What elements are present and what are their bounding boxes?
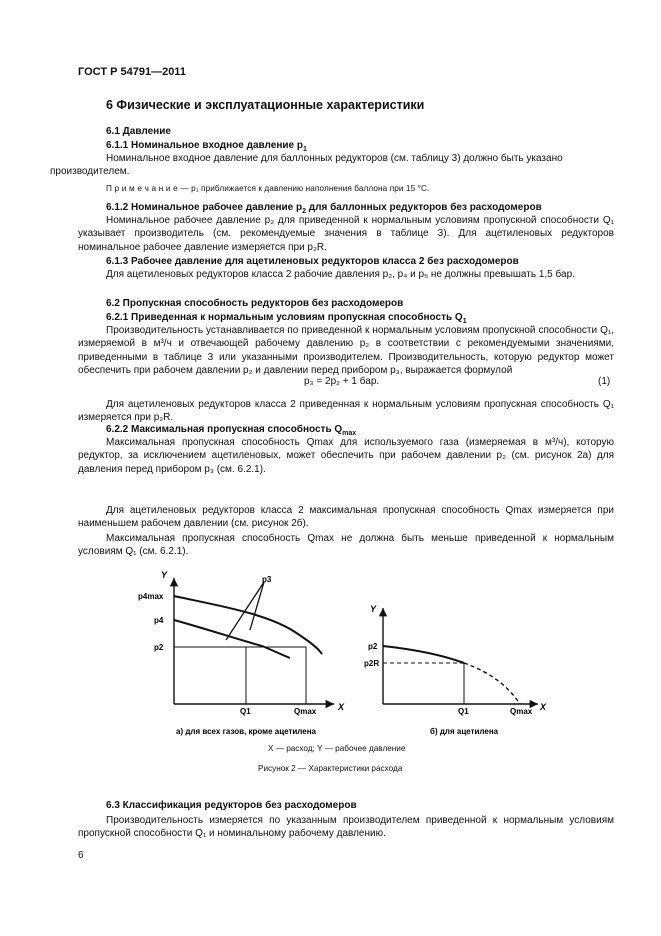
left-p3-leader-1: [250, 582, 264, 630]
formula-number: (1): [598, 376, 611, 387]
chart-left: [138, 570, 345, 736]
figure-title: Рисунок 2 — Характеристики расхода: [258, 764, 403, 773]
right-y-label: Y: [370, 604, 377, 614]
paragraph-6-2-1: Производительность устанавливается по приведенной к нормальным условиям пропускной способности Q₁, измеряемой в м³/ч и отвечающей рабочему давлению p₂ в соответствии с рекомендуемыми значениями, приведенными в таблице 3 или указанными производителем. Производительность, которую редуктор может обеспечить при рабочем давлении p₂ и давлении перед прибором p₃, выражается формулой: [78, 325, 614, 376]
paragraph-6-2-1-b: Для ацетиленовых редукторов класса 2 приведенная к нормальным условиям пропускная способность Q₁ измеряется при p₂R.: [78, 399, 614, 424]
formula: p₃ = 2p₂ + 1 бар.: [304, 376, 380, 387]
heading-6-3: 6.3 Классификация редукторов без расходомеров: [106, 800, 357, 811]
right-p2-label: p2: [368, 642, 378, 651]
page-header: ГОСТ Р 54791—2011: [78, 66, 186, 78]
left-x-label: X: [338, 702, 345, 712]
left-q1-label: Q1: [240, 707, 251, 716]
right-curve-dashed: [464, 663, 520, 704]
left-p3-label: p3: [262, 575, 272, 584]
figure-legend: X — расход; Y — рабочее давление: [268, 744, 406, 753]
paragraph-6-3: Производительность измеряется по указанным производителем приведенной к нормальным условиям пропускной способности Q₁ и номинальному рабочему давлению.: [78, 815, 614, 840]
paragraph-6-1-2: Номинальное рабочее давление p₂ для приведенной к нормальным условиям пропускной способности Q₁ указывает производитель (см. рекомендуемые значения в таблице 3). Для ацетиленовых редукторов номинальное рабочее давление измеряется при p₂R.: [78, 215, 614, 253]
heading-6-1-1: 6.1.1 Номинальное входное давление $p_1$: [106, 140, 307, 153]
right-qmax-label: Qmax: [510, 707, 533, 716]
right-x-label: X: [540, 702, 547, 712]
paragraph-6-2-2-a: Максимальная пропускная способность Qmax для используемого газа (измеряемая в м³/ч), которую редуктор, за исключением ацетиленовых, может обеспечить при рабочем давлении p₂ (см. рисунок 2а) для давления перед прибором p₃ (см. 6.2.1).: [78, 437, 614, 475]
left-p3-leader-2: [226, 582, 264, 640]
section-title: 6 Физические и эксплуатационные характеристики: [106, 98, 425, 112]
heading-6-1-3: 6.1.3 Рабочее давление для ацетиленовых редукторов класса 2 без расходомеров: [106, 256, 519, 267]
right-p2r-label: p2R: [364, 659, 380, 668]
left-curve-p2: [174, 620, 290, 658]
heading-6-2-1: 6.2.1 Приведенная к нормальным условиям пропускная способность $Q_1$: [106, 312, 467, 325]
right-curve-solid: [383, 646, 464, 663]
paragraph-6-2-2-c: Максимальная пропускная способность Qmax не должна быть меньше приведенной к нормальным условиям Q₁ (см. 6.2.1).: [78, 533, 614, 558]
left-qmax-label: Qmax: [294, 707, 317, 716]
paragraph-6-1-1: Номинальное входное давление для баллонных редукторов (см. таблицу 3) должно быть указано производителем.: [50, 153, 563, 178]
paragraph-6-1-3: Для ацетиленовых редукторов класса 2 рабочие давления p₂, p₄ и p₅ не должны превышать 1,5 бар.: [106, 269, 575, 280]
heading-6-2-2: 6.2.2 Максимальная пропускная способность $Q_{max}$: [106, 424, 357, 437]
left-y-label: Y: [161, 570, 168, 580]
paragraph-6-2-2-b: Для ацетиленовых редукторов класса 2 максимальная пропускная способность Qmax измеряется при наименьшем рабочем давлении (см. рисунок 2б).: [78, 505, 614, 530]
left-p4-label: p4: [154, 616, 164, 625]
left-caption: а) для всех газов, кроме ацетилена: [176, 727, 316, 736]
left-curve-p4: [174, 596, 322, 654]
heading-6-2: 6.2 Пропускная способность редукторов без расходомеров: [106, 298, 404, 309]
page-number: 6: [78, 850, 84, 861]
heading-6-1: 6.1 Давление: [106, 126, 171, 137]
right-caption: б) для ацетилена: [430, 727, 499, 736]
left-p2-label: p2: [154, 643, 164, 652]
heading-6-1-2: 6.1.2 Номинальное рабочее давление $p_2$ для баллонных редукторов без расходомеров: [106, 202, 542, 215]
left-p4max-label: p4max: [138, 592, 164, 601]
right-q1-label: Q1: [458, 707, 469, 716]
chart-right: [364, 604, 547, 736]
note: П р и м е ч а н и е — p₁ приближается к давлению наполнения баллона при 15 °С.: [106, 184, 430, 193]
